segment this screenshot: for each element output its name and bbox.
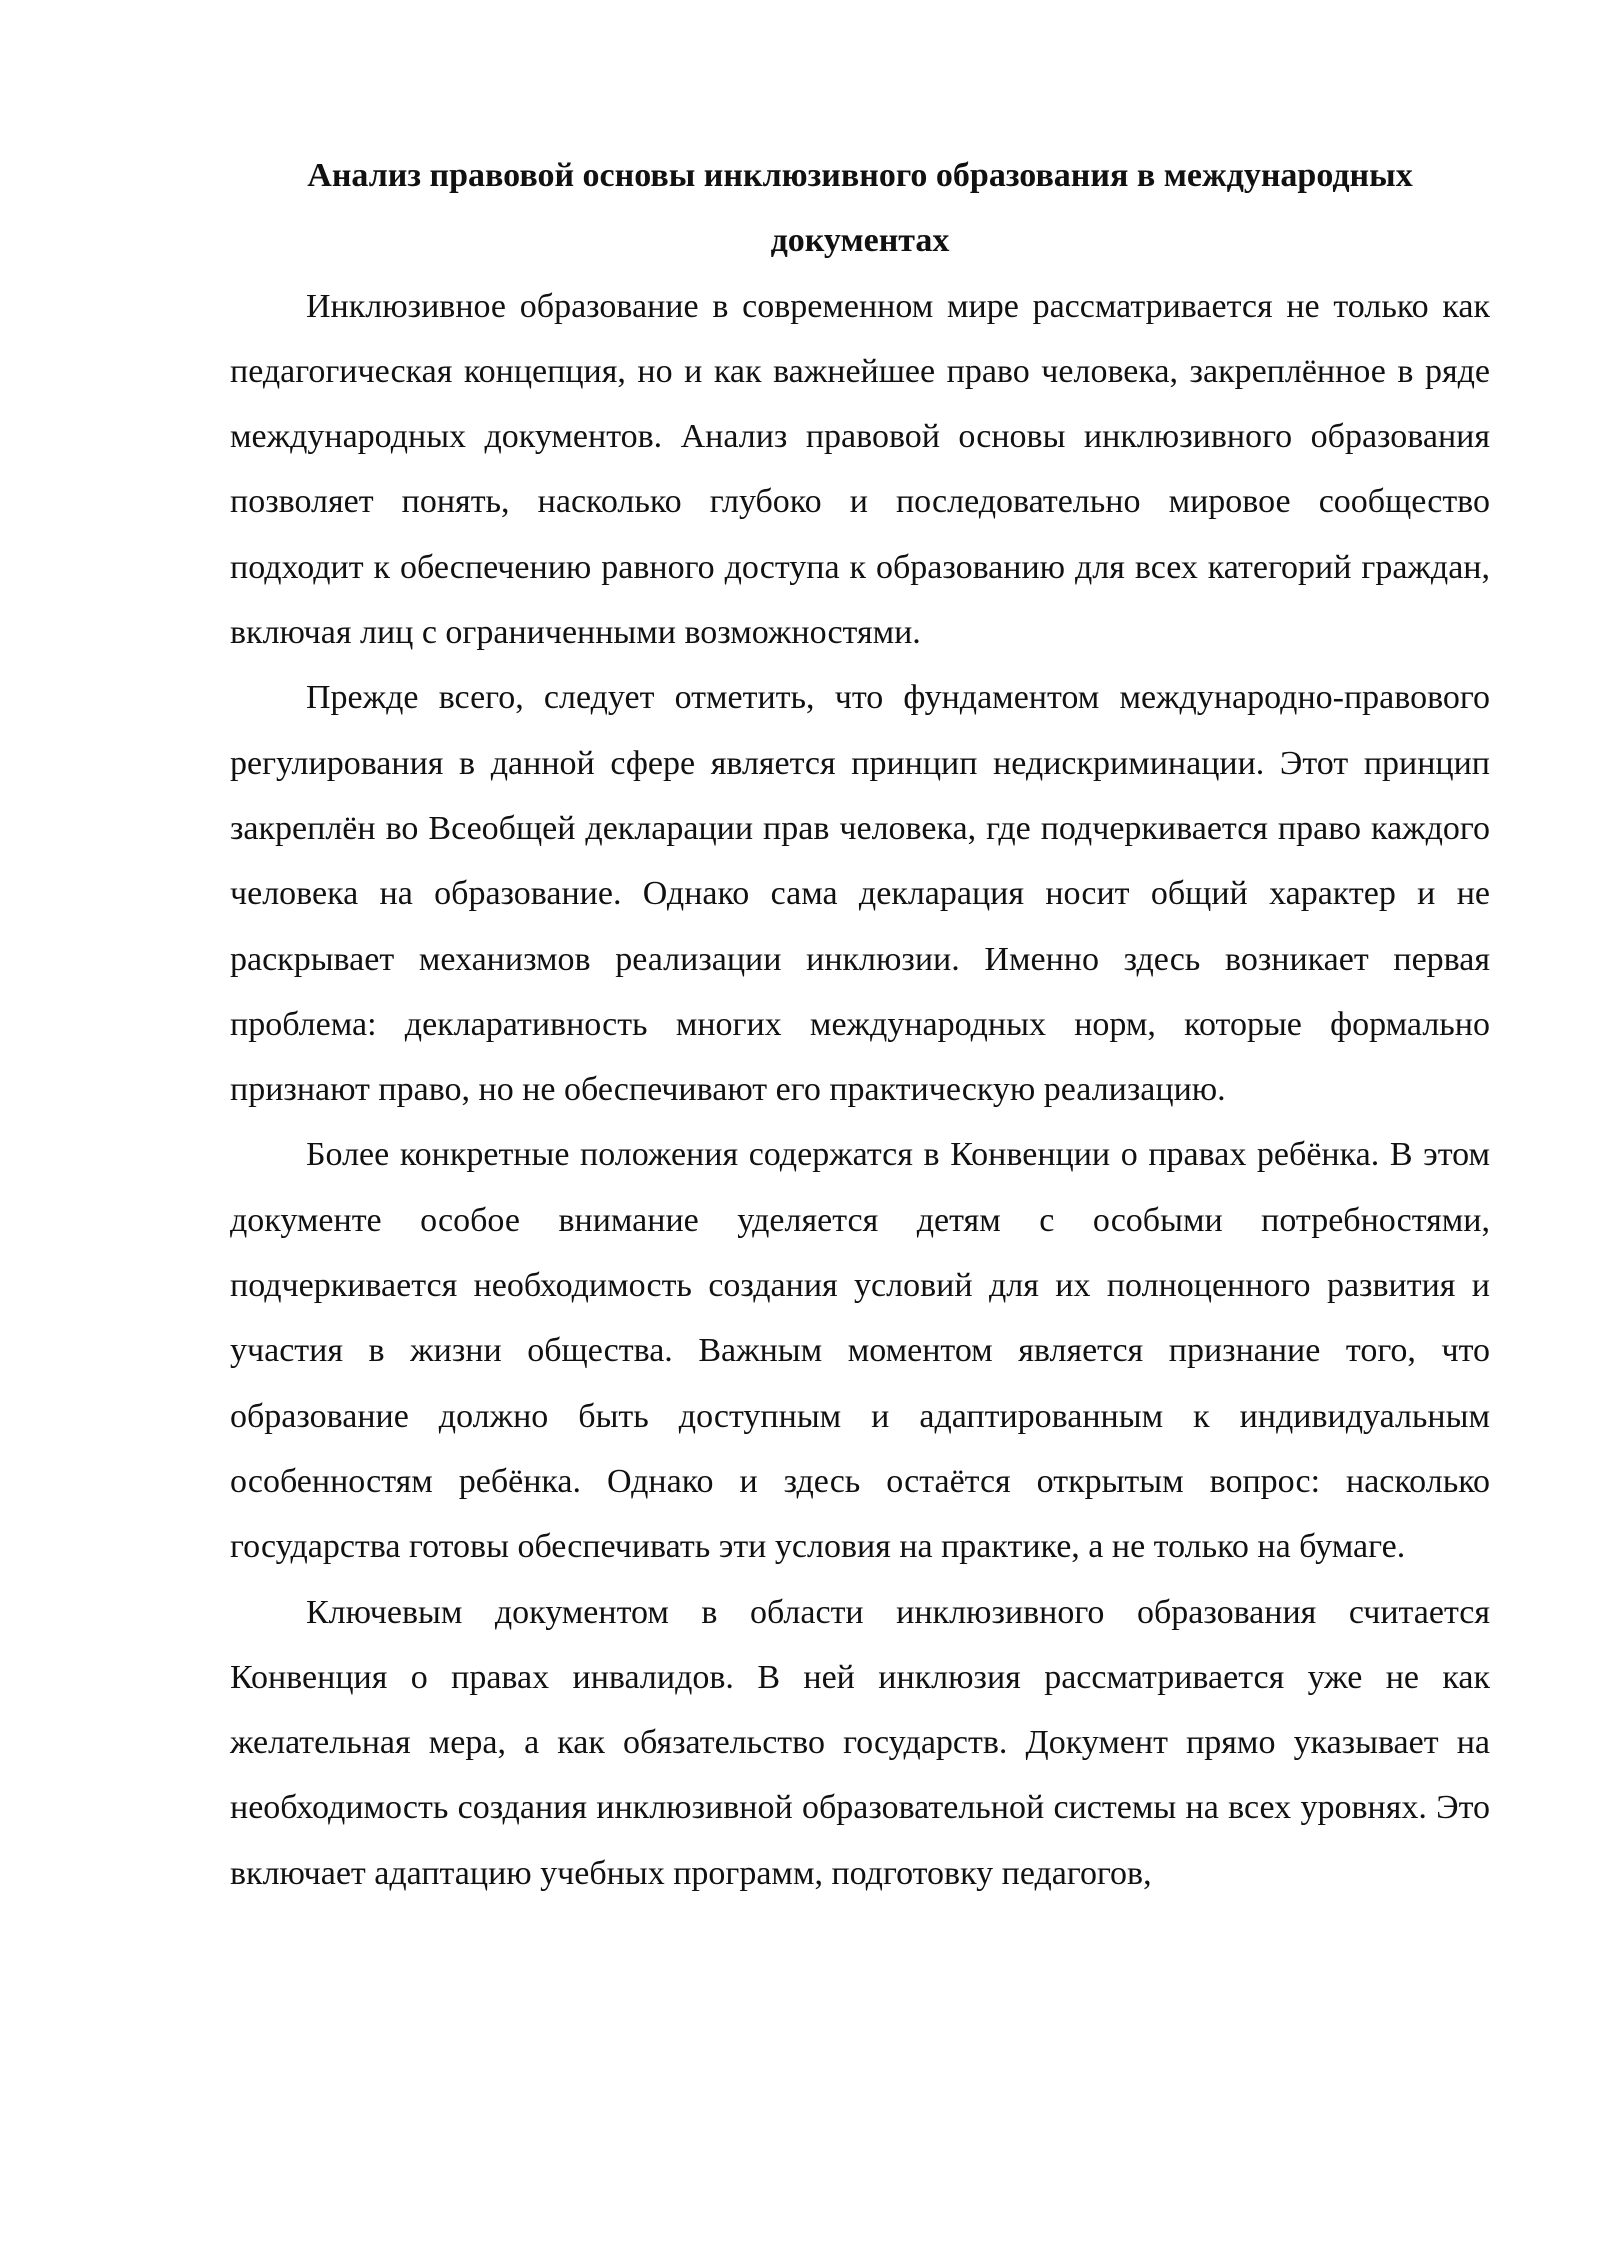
document-page (230, 143, 1490, 1906)
paragraph-2: Прежде всего, следует отметить, что фундаментом международно-правового регулирования в данной сфере является принцип недискриминации. Этот принцип закреплён во Всеобщей декларации прав человека, где подчеркивается право каждого человека на образование. Однако сама декларация носит общий характер и не раскрывает механизмов реализации инклюзии. Именно здесь возникает первая проблема: декларативность многих международных норм, которые формально признают право, но не обеспечивают его практическую реализацию. (230, 679, 1490, 1109)
paragraph-1: Инклюзивное образование в современном мире рассматривается не только как педагогическая концепция, но и как важнейшее право человека, закреплённое в ряде международных документов. Анализ правовой основы инклюзивного образования позволяет понять, насколько глубоко и последовательно мировое сообщество подходит к обеспечению равного доступа к образованию для всех категорий граждан, включая лиц с ограниченными возможностями. (230, 287, 1490, 652)
paragraph-4: Ключевым документом в области инклюзивного образования считается Конвенция о правах инвалидов. В ней инклюзия рассматривается уже не как желательная мера, а как обязательство государств. Документ прямо указывает на необходимость создания инклюзивной образовательной системы на всех уровнях. Это включает адаптацию учебных программ, подготовку педагогов, (230, 1593, 1490, 1892)
document-title: Анализ правовой основы инклюзивного образования в международных документах (307, 157, 1413, 260)
paragraph-3: Более конкретные положения содержатся в Конвенции о правах ребёнка. В этом документе особое внимание уделяется детям с особыми потребностями, подчеркивается необходимость создания условий для их полноценного развития и участия в жизни общества. Важным моментом является признание того, что образование должно быть доступным и адаптированным к индивидуальным особенностям ребёнка. Однако и здесь остаётся открытым вопрос: насколько государства готовы обеспечивать эти условия на практике, а не только на бумаге. (230, 1136, 1490, 1566)
